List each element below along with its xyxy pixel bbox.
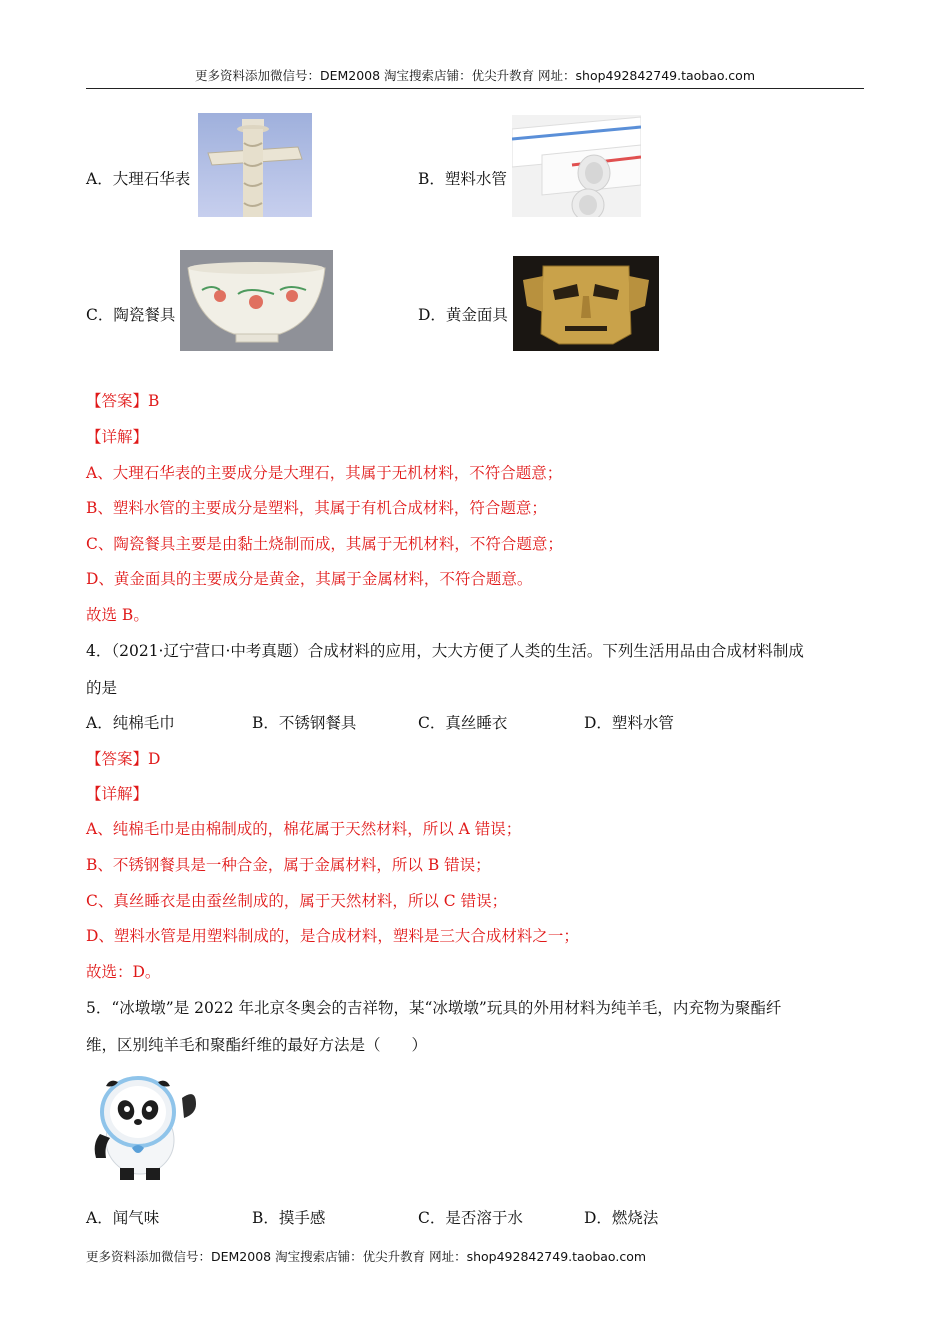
bing-dwen-dwen-image (86, 1068, 200, 1182)
q4-detail-line: D、塑料水管是用塑料制成的，是合成材料，塑料是三大合成材料之一； (86, 927, 579, 945)
q4-question-line: 的是 (86, 679, 118, 697)
q4-option-c: C．真丝睡衣 (418, 714, 508, 732)
q5-question-line: 维，区别纯羊毛和聚酯纤维的最好方法是（ ） (86, 1036, 428, 1054)
q5-option-b: B．摸手感 (252, 1209, 326, 1227)
q4-detail-line: A、纯棉毛巾是由棉制成的，棉花属于天然材料，所以 A 错误； (86, 820, 522, 838)
q4-option-b: B．不锈钢餐具 (252, 714, 357, 732)
q5-option-c: C．是否溶于水 (418, 1209, 523, 1227)
q3-detail-title: 【详解】 (86, 428, 149, 446)
q4-answer: 【答案】D (86, 750, 161, 768)
q5-option-a: A．闻气味 (86, 1209, 160, 1227)
marble-huabiao-image (198, 113, 312, 217)
q3-detail-line: D、黄金面具的主要成分是黄金，其属于金属材料，不符合题意。 (86, 570, 533, 588)
q4-conclusion: 故选：D。 (86, 963, 161, 981)
gold-mask-image (513, 256, 659, 351)
ceramic-bowl-image (180, 250, 333, 351)
q4-detail-line: C、真丝睡衣是由蚕丝制成的，属于天然材料，所以 C 错误； (86, 892, 508, 910)
q4-detail-title: 【详解】 (86, 785, 149, 803)
q3-option-d: D．黄金面具 (418, 306, 508, 324)
q3-detail-line: B、塑料水管的主要成分是塑料，其属于有机合成材料，符合题意； (86, 499, 547, 517)
q3-detail-line: C、陶瓷餐具主要是由黏土烧制而成，其属于无机材料，不符合题意； (86, 535, 563, 553)
q3-option-b: B．塑料水管 (418, 170, 507, 188)
q3-detail-line: A、大理石华表的主要成分是大理石，其属于无机材料，不符合题意； (86, 464, 563, 482)
q3-option-c: C．陶瓷餐具 (86, 306, 176, 324)
q3-option-a: A．大理石华表 (86, 170, 191, 188)
q4-detail-line: B、不锈钢餐具是一种合金，属于金属材料，所以 B 错误； (86, 856, 491, 874)
page-footer: 更多资料添加微信号：DEM2008 淘宝搜索店铺：优尖升教育 网址：shop492842749.taobao.com (86, 1249, 647, 1264)
page-header: 更多资料添加微信号：DEM2008 淘宝搜索店铺：优尖升教育 网址：shop492842749.taobao.com (86, 66, 864, 89)
q4-question-line: 4．（2021·辽宁营口·中考真题）合成材料的应用，大大方便了人类的生活。下列生活用品由合成材料制成 (86, 642, 804, 660)
q3-answer: 【答案】B (86, 392, 160, 410)
q4-option-d: D．塑料水管 (584, 714, 674, 732)
q4-option-a: A．纯棉毛巾 (86, 714, 175, 732)
q3-conclusion: 故选 B。 (86, 606, 149, 624)
q5-question-line: 5．“冰墩墩”是 2022 年北京冬奥会的吉祥物，某“冰墩墩”玩具的外用材料为纯羊毛，内充物为聚酯纤 (86, 999, 782, 1017)
plastic-pipe-image (512, 115, 641, 217)
q5-option-d: D．燃烧法 (584, 1209, 659, 1227)
